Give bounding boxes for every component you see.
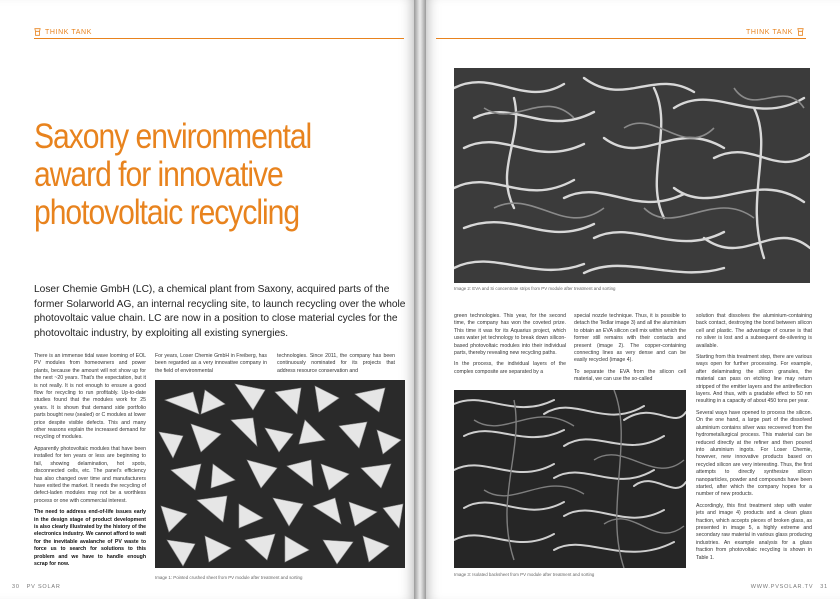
website-url: WWW.PVSOLAR.TV [750,584,814,590]
body-paragraph: special nozzle technique. Thus, it is possible to detach the Tedlar image 3) and all the aluminium to obtain an EVA silicon cell mix within which the former still remains with their contacts and present (image 2). The copper-containing connecting lines as very dense and can be easily recycled (image 4). [574,313,686,364]
body-paragraph: solution that dissolves the aluminium-containing back contact, destroying the bond between silicon cell and plastic. The advantage of course is that no silver is lost and a subsequent de-silvering is available. [696,313,812,349]
caption-image-2: Image 2: EVA and Si concentrate strips from PV module after treatment and sorting [454,286,616,291]
header-rule [34,38,404,39]
caption-image-1: Image 1: Pointed crushed sheet from PV module after treatment and sorting [155,575,303,580]
page-number-right: 31 [820,584,828,590]
tank-icon [34,28,41,36]
body-paragraph: In the process, the individual layers of the complex composite are separated by a [454,361,566,375]
right-page [426,0,840,599]
body-column-4 [454,313,566,383]
folio-left [12,584,61,590]
body-paragraph: Accordingly, this first treatment step with water jets and image 4) products and a clean glass fraction, which accepts pieces of broken glass, as presented in image 5, a highly extreme and secondary raw material in various glass producing industries. An example analysis for a glass fraction from photovoltaic recycling is shown in Table 1. [696,502,812,561]
crushed-sheet-image [155,380,405,568]
intro-paragraph: Loser Chemie GmbH (LC), a chemical plant from Saxony, acquired parts of the former Solarworld AG, an internal recycling site, to launch recycling over the whole photovoltaic value chain. LC are now in a position to close material cycles for the photovoltaic industry, by exploiting all existing synergies. [34,284,406,339]
headline-line-2: award for innovative [34,155,283,194]
body-column-5 [574,313,686,383]
headline-line-1: Saxony environmental [34,117,312,156]
photo-eva-strips [454,68,810,283]
page-number-left: 30 [12,584,20,590]
body-paragraph: To separate the EVA from the silicon cell material, we can use the so-called [574,368,686,383]
body-column-3 [277,353,395,373]
section-tag-label: THINK TANK [746,28,793,36]
headline-line-3: photovoltaic recycling [34,193,300,232]
page-gutter [414,0,426,599]
caption-image-3: Image 3: Isolated backsheet from PV module after treatment and sorting [454,572,595,577]
photo-backsheet [454,390,686,568]
tank-icon [797,28,804,36]
body-paragraph: There is an immense tidal wave looming of EOL PV modules from homeowners and power plants, because the amount will not show up for the next ~20 years. That's the expectation, but it is not really. It is not enough to ensure a good flow for recycling to run profitably. Up-to-date studies found that the modules work for 25 years. It is shown that demand side portfolio parts bought new (sealed) or C modules at lower price despite visible defects. This and many other reasons explain the increased demand for recycling of modules. [34,353,146,441]
body-column-6 [696,313,812,585]
body-paragraph: technologies. Since 2011, the company has been continuously nominated for its projects that address resource conservation and [277,353,395,373]
body-paragraph: Starting from this treatment step, there are various ways open for further processing. For example, after delaminating the silicon granules, the material can pass on etching line may return stripped of the emitter layers and the antireflection layers. And thus, with a gradable effect to 50 nm resulting in a capacity of about 450 tons per year. [696,354,812,405]
section-tag-left [34,28,92,36]
folio-right [751,584,828,590]
magazine-name: PV SOLAR [26,584,61,590]
photo-crushed-sheet [155,380,405,568]
body-paragraph: The need to address end-of-life issues early in the design stage of product development is also clearly illustrated by the history of the electronics industry. We cannot afford to wait for the inevitable avalanche of PV waste to force us to search for solutions to this problem and we have to handle enough scrap for now. [34,509,146,567]
left-page [0,0,414,599]
body-column-1 [34,353,146,585]
body-paragraph: green technologies. This year, for the second time, the company has won the coveted prize. This time it was for its Aquarius project, which uses water jet technology to break down silicon-based photovoltaic modules into their individual parts, thereby revealing new recycling paths. [454,313,566,357]
article-headline [34,118,404,232]
section-tag-right [746,28,804,36]
body-paragraph: For years, Loser Chemie GmbH in Freiberg, has been regarded as a very innovative company in the field of environmental [155,353,267,373]
backsheet-image [454,390,686,568]
section-tag-label: THINK TANK [45,28,92,36]
eva-strips-image [454,68,810,283]
body-column-2 [155,353,267,373]
body-paragraph: Several ways have opened to process the silicon. On the one hand, a large part of the dissolved aluminium contains silver was recovered from the hydrometallurgical process. This material can be reduced directly at the refiner and then poured into aluminium ingots. For Loser Chemie, however, new innovative products based on recycled silicon are very interesting. Thus, the first attempts to directly synthesize silicon nanoparticles, powder and compounds have been started, after which the company hopes for a number of new products. [696,409,812,498]
body-paragraph: Apparently photovoltaic modules that have been installed for ten years or less are beginning to fail, showing delamination, hot spots, disconnected cells, etc. The panel's efficiency has also changed over time and manufacturers have exited the market. It needs the recycling of defect-laden modules may not be a worthless process or one with commercial interest. [34,445,146,504]
header-rule [436,38,806,39]
